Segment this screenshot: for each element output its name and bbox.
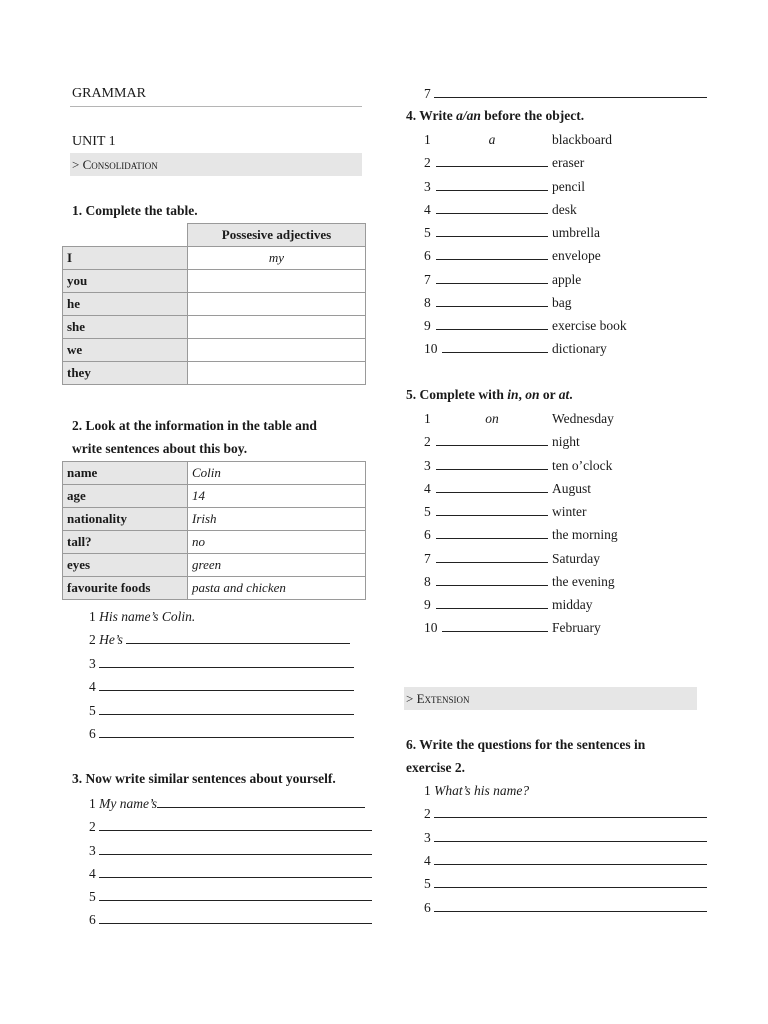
info-key: favourite foods bbox=[63, 577, 188, 600]
adjective-cell[interactable] bbox=[188, 270, 366, 293]
adjective-cell[interactable] bbox=[188, 293, 366, 316]
adjective-cell[interactable] bbox=[188, 339, 366, 362]
ex3-answer-1[interactable] bbox=[89, 794, 365, 814]
answer-blank[interactable] bbox=[436, 247, 548, 260]
answer-blank[interactable] bbox=[436, 154, 548, 167]
list-item: 10 dictionary bbox=[424, 341, 607, 356]
ex2-answer-2[interactable] bbox=[89, 630, 350, 650]
answer-number: 3 bbox=[89, 843, 96, 858]
list-item: 5 winter bbox=[424, 504, 587, 519]
answer-number: 5 bbox=[89, 703, 96, 718]
list-item: 5 umbrella bbox=[424, 225, 600, 240]
adjective-cell[interactable]: my bbox=[188, 247, 366, 270]
extension-bar bbox=[404, 687, 697, 710]
table-row bbox=[63, 554, 366, 577]
answer-blank[interactable] bbox=[436, 433, 548, 446]
ex2-title-line2: write sentences about this boy. bbox=[72, 441, 248, 456]
ex6-answer-1[interactable] bbox=[424, 781, 529, 801]
list-item: 2 eraser bbox=[424, 155, 585, 170]
pronoun-cell: you bbox=[63, 270, 188, 293]
title-divider bbox=[70, 106, 362, 107]
list-item: 1 a blackboard bbox=[424, 130, 612, 150]
answer-number: 4 bbox=[424, 853, 431, 868]
ex2-answer-6[interactable] bbox=[89, 724, 354, 744]
ex2-info-table bbox=[62, 461, 366, 600]
answer-blank[interactable]: on bbox=[485, 411, 499, 426]
answer-line[interactable] bbox=[99, 818, 372, 831]
info-key: eyes bbox=[63, 554, 188, 577]
table-row bbox=[63, 508, 366, 531]
pronoun-cell: I bbox=[63, 247, 188, 270]
answer-line[interactable] bbox=[99, 678, 354, 691]
table-row bbox=[63, 316, 366, 339]
list-item: 2 night bbox=[424, 434, 580, 449]
answer-number: 2 bbox=[89, 632, 96, 647]
table-row bbox=[63, 247, 366, 270]
table-row bbox=[63, 462, 366, 485]
adjective-cell[interactable] bbox=[188, 362, 366, 385]
answer-number: 6 bbox=[424, 900, 431, 915]
ex5-title: 5. Complete with in, on or at. bbox=[406, 387, 573, 402]
answer-blank[interactable] bbox=[436, 503, 548, 516]
ex2-answer-1[interactable] bbox=[89, 607, 195, 627]
ex1-title: 1. Complete the table. bbox=[72, 203, 198, 218]
ex6-answer-4[interactable] bbox=[424, 851, 707, 871]
answer-number: 3 bbox=[424, 830, 431, 845]
answer-number: 2 bbox=[424, 806, 431, 821]
answer-blank[interactable] bbox=[436, 224, 548, 237]
answer-blank[interactable] bbox=[436, 480, 548, 493]
table-row bbox=[63, 362, 366, 385]
info-key: nationality bbox=[63, 508, 188, 531]
info-value: no bbox=[188, 531, 366, 554]
page-title: GRAMMAR bbox=[72, 86, 146, 101]
answer-number: 5 bbox=[424, 876, 431, 891]
answer-number: 1 bbox=[89, 796, 96, 811]
info-value: pasta and chicken bbox=[188, 577, 366, 600]
answer-number: 4 bbox=[89, 866, 96, 881]
ex2-answer-4[interactable] bbox=[89, 677, 354, 697]
list-item: 6 the morning bbox=[424, 527, 618, 542]
answer-blank[interactable] bbox=[442, 340, 548, 353]
answer-blank[interactable] bbox=[436, 271, 548, 284]
answer-blank[interactable] bbox=[436, 201, 548, 214]
list-item: 6 envelope bbox=[424, 248, 601, 263]
list-item: 3 ten o’clock bbox=[424, 458, 613, 473]
answer-number: 3 bbox=[89, 656, 96, 671]
answer-blank[interactable] bbox=[436, 178, 548, 191]
ex3-answer-3[interactable] bbox=[89, 841, 372, 861]
info-value: green bbox=[188, 554, 366, 577]
extension-label: Extension bbox=[416, 691, 470, 706]
consolidation-arrow: > bbox=[72, 157, 80, 172]
ex3-answer-7[interactable] bbox=[424, 84, 707, 104]
info-value: 14 bbox=[188, 485, 366, 508]
ex1-empty-corner bbox=[63, 224, 188, 247]
list-item: 9 midday bbox=[424, 597, 593, 612]
list-item: 8 the evening bbox=[424, 574, 615, 589]
ex3-title: 3. Now write similar sentences about yourself. bbox=[72, 771, 336, 786]
answer-blank[interactable] bbox=[442, 619, 548, 632]
info-value: Irish bbox=[188, 508, 366, 531]
list-item: 3 pencil bbox=[424, 179, 585, 194]
adjective-cell[interactable] bbox=[188, 316, 366, 339]
answer-blank[interactable] bbox=[436, 550, 548, 563]
table-row bbox=[63, 293, 366, 316]
table-row bbox=[63, 339, 366, 362]
ex6-answer-2[interactable] bbox=[424, 804, 707, 824]
answer-blank[interactable] bbox=[436, 573, 548, 586]
ex6-answer-5[interactable] bbox=[424, 874, 707, 894]
ex6-answer-6[interactable] bbox=[424, 898, 707, 918]
answer-line[interactable] bbox=[434, 829, 707, 842]
ex2-answer-3[interactable] bbox=[89, 654, 354, 674]
answer-line[interactable] bbox=[434, 85, 707, 98]
answer-line[interactable] bbox=[99, 911, 372, 924]
answer-line[interactable] bbox=[157, 795, 365, 808]
info-key: name bbox=[63, 462, 188, 485]
ex3-answer-2[interactable] bbox=[89, 817, 372, 837]
consolidation-bar bbox=[70, 153, 362, 176]
ex2-answer-5[interactable] bbox=[89, 701, 354, 721]
answer-number: 6 bbox=[89, 912, 96, 927]
answer-line[interactable] bbox=[434, 852, 707, 865]
answer-blank[interactable] bbox=[436, 596, 548, 609]
answer-line[interactable] bbox=[434, 899, 707, 912]
answer-line[interactable] bbox=[434, 875, 707, 888]
answer-line[interactable] bbox=[126, 631, 350, 644]
answer-text: His name’s Colin. bbox=[99, 609, 196, 624]
list-item: 9 exercise book bbox=[424, 318, 627, 333]
answer-number: 1 bbox=[89, 609, 96, 624]
table-row bbox=[63, 485, 366, 508]
ex3-answer-4[interactable] bbox=[89, 864, 372, 884]
answer-blank[interactable]: a bbox=[488, 132, 496, 147]
extension-arrow: > bbox=[406, 691, 414, 706]
answer-line[interactable] bbox=[99, 725, 354, 738]
answer-line[interactable] bbox=[99, 702, 354, 715]
answer-number: 4 bbox=[89, 679, 96, 694]
table-row bbox=[63, 270, 366, 293]
answer-text: He’s bbox=[99, 632, 123, 647]
answer-line[interactable] bbox=[434, 805, 707, 818]
list-item: 7 Saturday bbox=[424, 551, 600, 566]
answer-number: 2 bbox=[89, 819, 96, 834]
ex3-answer-6[interactable] bbox=[89, 910, 372, 930]
info-key: age bbox=[63, 485, 188, 508]
ex1-column-header: Possesive adjectives bbox=[188, 224, 366, 247]
answer-text: My name’s bbox=[99, 796, 157, 811]
ex1-header-row bbox=[63, 224, 366, 247]
ex1-table bbox=[62, 223, 366, 385]
ex6-title-line2: exercise 2. bbox=[406, 760, 465, 775]
answer-blank[interactable] bbox=[436, 457, 548, 470]
consolidation-label: Consolidation bbox=[82, 157, 158, 172]
answer-line[interactable] bbox=[99, 842, 372, 855]
list-item: 10 February bbox=[424, 620, 601, 635]
answer-blank[interactable] bbox=[436, 317, 548, 330]
answer-number: 1 bbox=[424, 783, 431, 798]
table-row bbox=[63, 577, 366, 600]
answer-blank[interactable] bbox=[436, 526, 548, 539]
answer-number: 5 bbox=[89, 889, 96, 904]
answer-line[interactable] bbox=[99, 655, 354, 668]
pronoun-cell: they bbox=[63, 362, 188, 385]
ex6-title-line1: 6. Write the questions for the sentences in bbox=[406, 737, 646, 752]
list-item: 8 bag bbox=[424, 295, 572, 310]
info-key: tall? bbox=[63, 531, 188, 554]
unit-heading: UNIT 1 bbox=[72, 134, 116, 149]
pronoun-cell: he bbox=[63, 293, 188, 316]
ex4-title: 4. Write a/an before the object. bbox=[406, 108, 585, 123]
list-item: 4 August bbox=[424, 481, 592, 496]
table-row bbox=[63, 531, 366, 554]
ex3-answer-5[interactable] bbox=[89, 887, 372, 907]
info-value: Colin bbox=[188, 462, 366, 485]
list-item: 4 desk bbox=[424, 202, 577, 217]
list-item: 7 apple bbox=[424, 272, 582, 287]
list-item: 1 on Wednesday bbox=[424, 409, 614, 429]
answer-line[interactable] bbox=[99, 865, 372, 878]
answer-line[interactable] bbox=[99, 888, 372, 901]
ex6-answer-3[interactable] bbox=[424, 828, 707, 848]
pronoun-cell: we bbox=[63, 339, 188, 362]
answer-number: 6 bbox=[89, 726, 96, 741]
answer-text: What’s his name? bbox=[434, 783, 530, 798]
answer-number: 7 bbox=[424, 86, 431, 101]
ex2-title-line1: 2. Look at the information in the table and bbox=[72, 418, 317, 433]
answer-blank[interactable] bbox=[436, 294, 548, 307]
pronoun-cell: she bbox=[63, 316, 188, 339]
